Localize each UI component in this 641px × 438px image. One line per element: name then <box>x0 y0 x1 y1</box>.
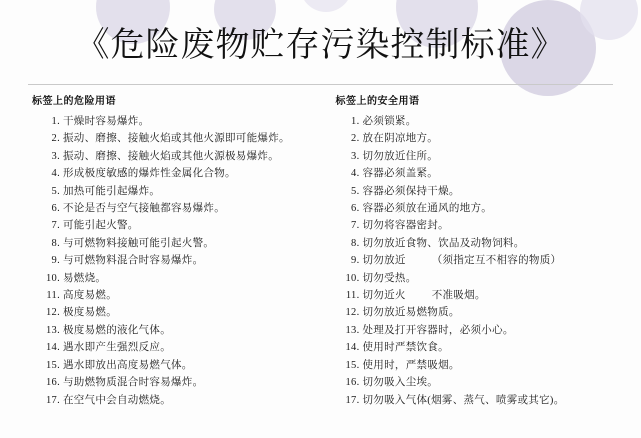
list-item <box>334 200 616 217</box>
list-item-number: 5. <box>51 185 60 197</box>
hazard-phrases-list <box>30 113 312 409</box>
list-item <box>334 130 616 147</box>
list-item <box>334 148 616 165</box>
list-item <box>334 165 616 182</box>
list-item-number: 1. <box>351 116 360 127</box>
list-item-note: 不准吸烟。 <box>431 290 486 302</box>
list-item-text: 遇水即放出高度易燃气体。 <box>63 359 193 371</box>
safety-phrases-list <box>334 113 616 409</box>
list-item-number: 10. <box>45 272 60 284</box>
list-item-number: 16. <box>45 377 60 389</box>
list-item <box>334 322 616 339</box>
page-title: 《危险废物贮存污染控制标准》 <box>75 25 566 65</box>
list-item <box>334 374 616 391</box>
list-item <box>334 252 616 269</box>
list-item <box>30 322 312 339</box>
list-item-text: 加热可能引起爆炸。 <box>63 185 161 197</box>
list-item-number: 15. <box>45 359 60 371</box>
list-item-text: 振动、磨擦、接触火焰或其他火源极易爆炸。 <box>63 150 279 162</box>
list-item-number: 12. <box>345 307 360 319</box>
list-item <box>30 374 312 391</box>
list-item-text: 切勿受热。 <box>362 272 417 284</box>
list-item-text: 切勿放近食物、饮品及动物饲料。 <box>362 237 525 249</box>
list-item-text: 切勿放近住所。 <box>362 150 439 162</box>
list-item-text: 放在阴凉地方。 <box>362 133 439 145</box>
list-item-text: 不论是否与空气接触都容易爆炸。 <box>63 203 225 215</box>
list-item-text: 遇水即产生强烈反应。 <box>63 342 171 354</box>
list-item-number: 13. <box>345 324 360 336</box>
list-item <box>30 304 312 321</box>
list-item-text: 容器必须放在通风的地方。 <box>362 203 493 215</box>
list-item-number: 9. <box>351 255 360 267</box>
list-item <box>30 130 312 147</box>
list-item-number: 7. <box>51 220 60 232</box>
list-item-text: 与可燃物料混合时容易爆炸。 <box>63 255 204 267</box>
list-item-number: 17. <box>45 394 60 406</box>
list-item <box>334 113 616 130</box>
safety-phrases-column <box>334 92 616 409</box>
list-item-number: 14. <box>45 342 60 354</box>
list-item <box>30 357 312 374</box>
list-item-text: 处理及打开容器时，必须小心。 <box>362 324 514 336</box>
list-item <box>334 392 616 409</box>
list-item-number: 4. <box>51 168 60 180</box>
list-item <box>30 217 312 234</box>
list-item-number: 1. <box>51 116 60 127</box>
list-item-number: 7. <box>351 220 360 232</box>
list-item <box>30 339 312 356</box>
hazard-phrases-heading: 标签上的危险用语 <box>32 96 116 107</box>
list-item <box>30 392 312 409</box>
list-item-number: 8. <box>351 237 360 249</box>
list-item <box>334 357 616 374</box>
list-item <box>334 304 616 321</box>
list-item-number: 14. <box>345 342 360 354</box>
list-item-text: 切勿放近 <box>362 255 406 267</box>
list-item-number: 11. <box>46 290 60 302</box>
list-item-text: 切勿吸入气体(烟雾、蒸气、喷雾或其它)。 <box>362 394 565 406</box>
list-item-text: 与助燃物质混合时容易爆炸。 <box>63 377 204 389</box>
list-item-number: 6. <box>51 203 60 215</box>
list-item-number: 12. <box>45 307 60 319</box>
list-item-number: 10. <box>345 272 360 284</box>
list-item-number: 15. <box>345 359 360 371</box>
list-item <box>30 287 312 304</box>
list-item-note: （须指定互不相容的物质） <box>431 255 562 267</box>
list-item <box>334 270 616 287</box>
list-item-number: 5. <box>351 185 360 197</box>
list-item-number: 6. <box>351 203 360 215</box>
list-item <box>30 270 312 287</box>
list-item <box>30 148 312 165</box>
list-item <box>334 235 616 252</box>
list-item-text: 使用时严禁饮食。 <box>362 342 449 354</box>
list-item-text: 振动、磨擦、接触火焰或其他火源即可能爆炸。 <box>63 133 290 145</box>
list-item <box>30 235 312 252</box>
list-item-number: 16. <box>345 377 360 389</box>
list-item-text: 极度易燃。 <box>63 307 117 319</box>
list-item-number: 2. <box>351 133 360 145</box>
list-item-text: 必须锁紧。 <box>362 116 417 127</box>
hazard-phrases-column <box>30 92 312 409</box>
list-item-text: 易燃烧。 <box>63 272 107 284</box>
list-item-text: 极度易燃的液化气体。 <box>63 324 171 336</box>
list-item-text: 与可燃物料接触可能引起火警。 <box>63 237 215 249</box>
list-item <box>30 113 312 130</box>
list-item-text: 切勿将容器密封。 <box>362 220 449 232</box>
list-item <box>334 339 616 356</box>
list-item-text: 切勿吸入尘埃。 <box>362 377 439 389</box>
content-columns <box>30 92 615 409</box>
list-item-number: 2. <box>51 133 60 145</box>
list-item-text: 切勿近火 <box>362 290 406 302</box>
list-item-text: 使用时，严禁吸烟。 <box>362 359 460 371</box>
list-item-number: 11. <box>345 290 360 302</box>
list-item-number: 3. <box>351 150 360 162</box>
list-item-number: 3. <box>51 150 60 162</box>
list-item-number: 17. <box>345 394 360 406</box>
list-item-text: 容器必须保持干燥。 <box>362 185 460 197</box>
list-item-text: 切勿放近易燃物质。 <box>362 307 460 319</box>
list-item <box>30 200 312 217</box>
list-item <box>30 165 312 182</box>
list-item <box>30 183 312 200</box>
list-item-text: 干燥时容易爆炸。 <box>63 116 150 127</box>
list-item <box>334 217 616 234</box>
list-item <box>334 183 616 200</box>
list-item-text: 高度易燃。 <box>63 290 117 302</box>
safety-phrases-heading: 标签上的安全用语 <box>335 96 420 107</box>
title-divider <box>28 84 613 85</box>
list-item <box>30 252 312 269</box>
list-item-number: 8. <box>51 237 60 249</box>
list-item <box>334 287 616 304</box>
list-item-number: 13. <box>45 324 60 336</box>
list-item-text: 容器必须盖紧。 <box>362 168 439 180</box>
decorative-circle-icon <box>300 0 352 12</box>
list-item-text: 在空气中会自动燃烧。 <box>63 394 171 406</box>
list-item-text: 可能引起火警。 <box>63 220 139 232</box>
list-item-number: 9. <box>51 255 60 267</box>
list-item-text: 形成极度敏感的爆炸性金属化合物。 <box>63 168 236 180</box>
list-item-number: 4. <box>351 168 360 180</box>
